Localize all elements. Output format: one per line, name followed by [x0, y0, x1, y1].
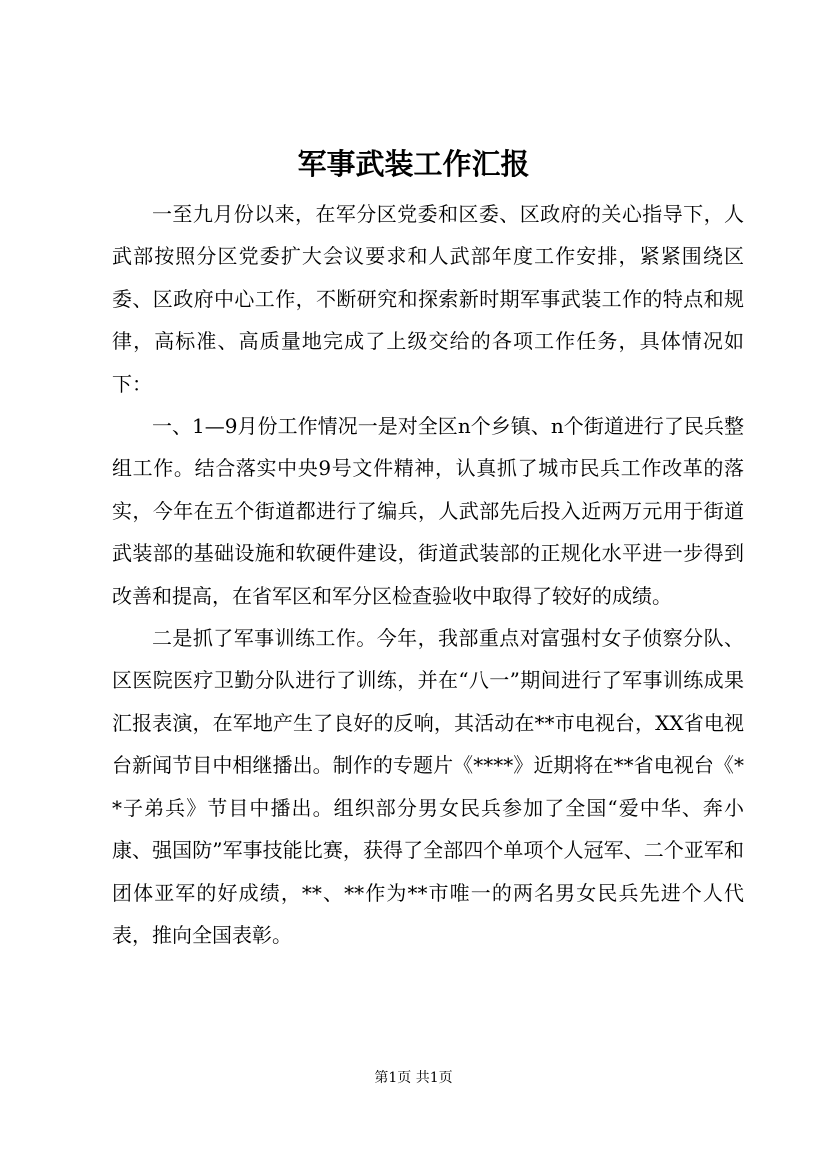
document-title: 军事武装工作汇报 — [297, 147, 530, 181]
paragraph-intro: 一至九月份以来，在军分区党委和区委、区政府的关心指导下，人武部按照分区党委扩大会议要求和人武部年度工作安排，紧紧围绕区委、区政府中心工作，不断研究和探索新时期军事武装工作的特点和规律，高标准、高质量地完成了上级交给的各项工作任务，具体情况如下： — [112, 202, 744, 396]
paragraph-military-training: 二是抓了军事训练工作。今年，我部重点对富强村女子侦察分队、区医院医疗卫勤分队进行了训练，并在“八一”期间进行了军事训练成果汇报表演，在军地产生了良好的反响，其活动在**市电视台，XX省电视台新闻节目中相继播出。制作的专题片《****》近期将在**省电视台《**子弟兵》节目中播出。组织部分男女民兵参加了全国“爱中华、奔小康、强国防”军事技能比赛，获得了全部四个单项个人冠军、二个亚军和团体亚军的好成绩，**、**作为**市唯一的两名男女民兵先进个人代表，推向全国表彰。 — [112, 626, 744, 947]
page-footer: 第1页 共1页 — [374, 1070, 453, 1086]
document-body — [112, 193, 744, 956]
paragraph-militia-reorganization: 一、1—9月份工作情况一是对全区n个乡镇、n个街道进行了民兵整组工作。结合落实中央9号文件精神，认真抓了城市民兵工作改革的落实，今年在五个街道都进行了编兵，人武部先后投入近两万元用于街道武装部的基础设施和软硬件建设，街道武装部的正规化水平进一步得到改善和提高，在省军区和军分区检查验收中取得了较好的成绩。 — [112, 414, 744, 608]
